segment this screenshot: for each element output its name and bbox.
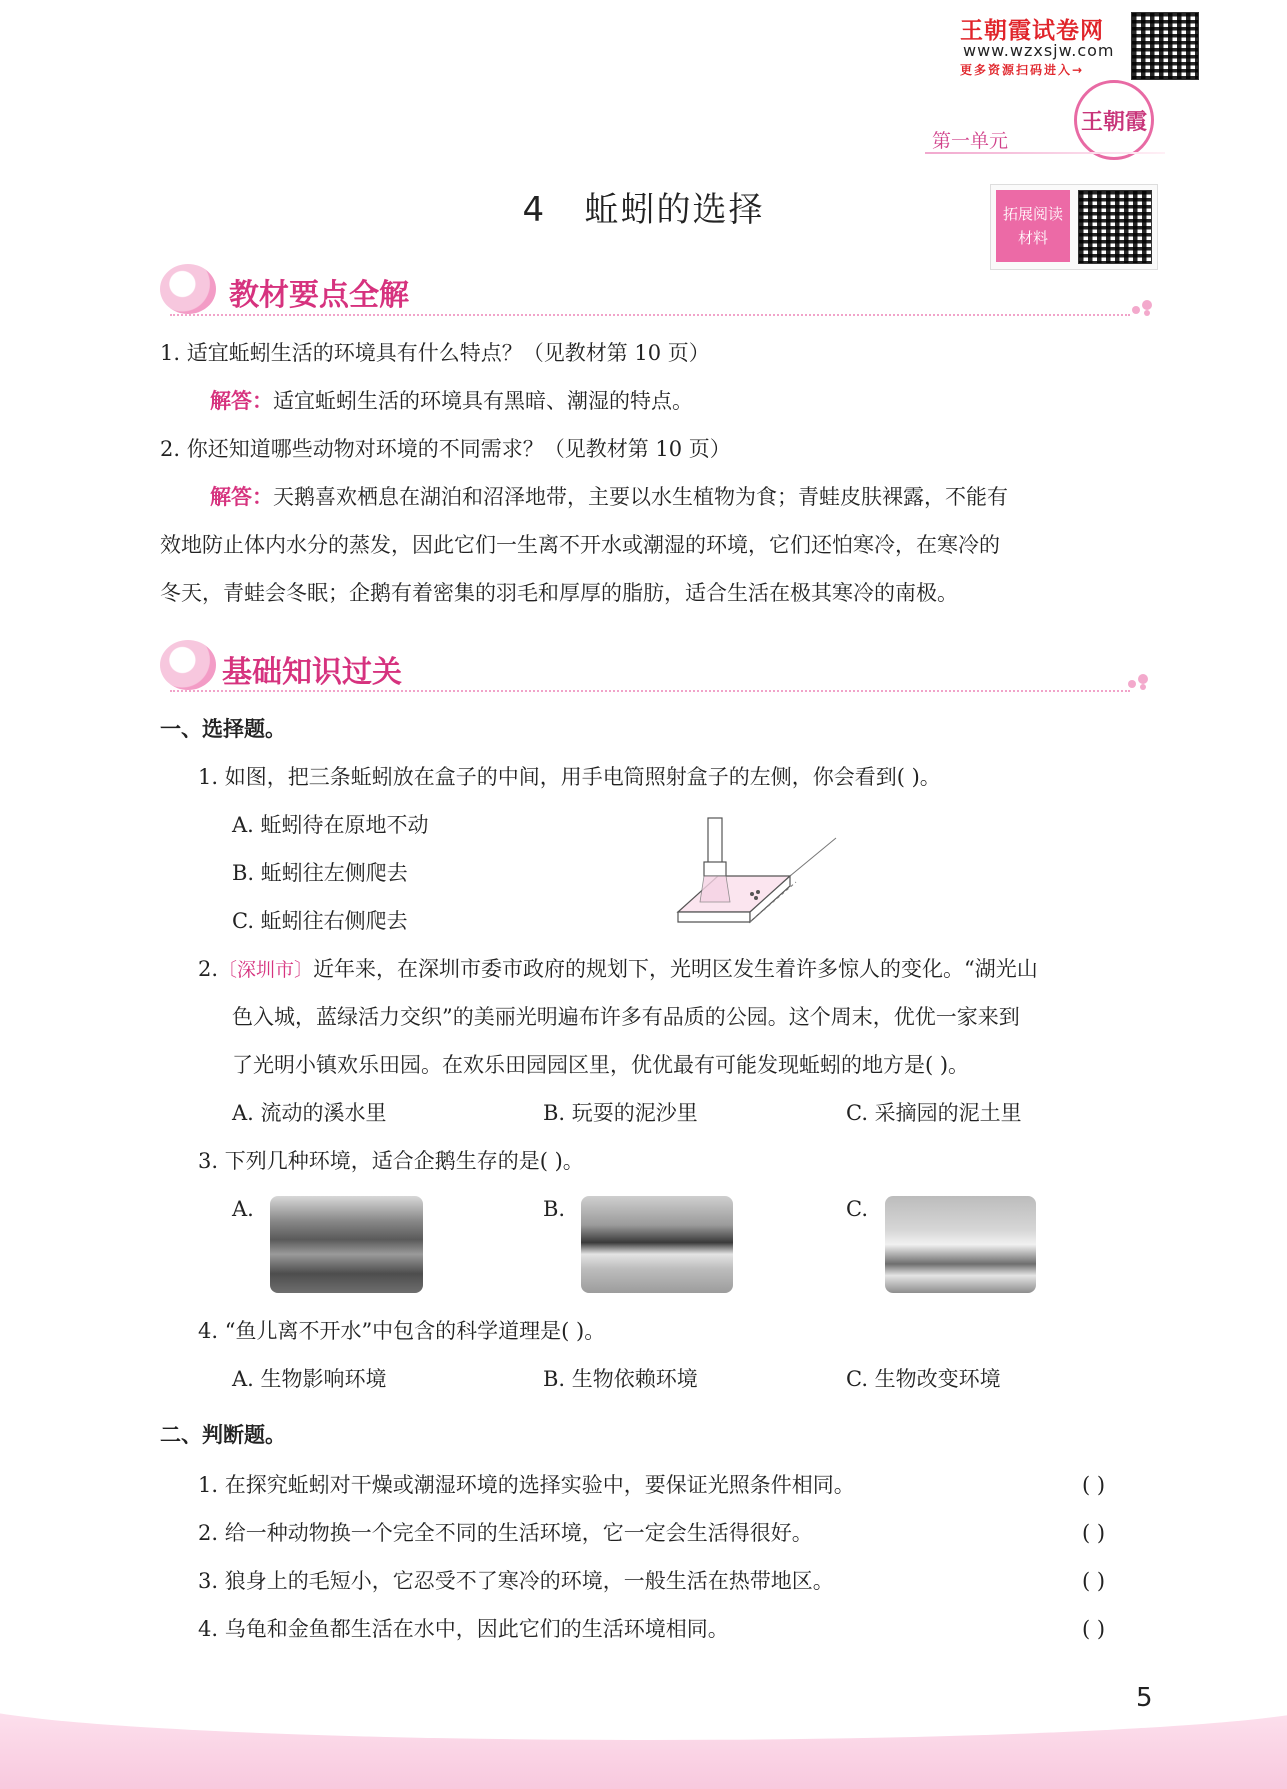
section-mascot-icon	[160, 264, 216, 314]
lesson-title: 4 蚯蚓的选择	[522, 190, 765, 230]
tf-q1: 1. 在探究蚯蚓对干燥或潮湿环境的选择实验中，要保证光照条件相同。	[198, 1473, 855, 1497]
desert-photo[interactable]	[581, 1196, 733, 1293]
mc-q2-line1	[198, 954, 1038, 985]
s1-question-1: 1. 适宜蚯蚓生活的环境具有什么特点？（见教材第 10 页）	[160, 341, 710, 365]
mc-q2-option-c[interactable]: C. 采摘园的泥土里	[846, 1101, 1022, 1125]
ext-label-line1: 拓展阅读	[1002, 205, 1063, 223]
mc-q2-option-a[interactable]: A. 流动的溪水里	[232, 1101, 387, 1125]
s1-answer-1	[210, 386, 693, 416]
answer-label: 解答：	[210, 485, 273, 509]
mc-q2-number: 2.	[198, 957, 219, 981]
page-number: 5	[1136, 1683, 1153, 1713]
mc-q3-option-a-label[interactable]: A.	[232, 1197, 254, 1221]
mc-q2-line3: 了光明小镇欢乐田园。在欢乐田园园区里，优优最有可能发现蚯蚓的地方是( )。	[232, 1053, 970, 1077]
section-mascot-icon	[160, 640, 216, 690]
mc-q1-option-b[interactable]: B. 蚯蚓往左侧爬去	[232, 861, 408, 885]
brand-name: 王朝霞试卷网	[960, 18, 1104, 44]
answer-label: 解答：	[210, 389, 273, 413]
wetland-photo[interactable]	[270, 1196, 423, 1293]
section1-divider	[170, 314, 1130, 316]
mc-q1-option-c[interactable]: C. 蚯蚓往右侧爬去	[232, 909, 408, 933]
answer-text: 适宜蚯蚓生活的环境具有黑暗、潮湿的特点。	[273, 389, 693, 413]
tf-q4: 4. 乌龟和金鱼都生活在水中，因此它们的生活环境相同。	[198, 1617, 729, 1641]
mc-q3-option-c-label[interactable]: C.	[846, 1197, 868, 1221]
seal-text: 王朝霞	[1080, 108, 1147, 135]
answer-text: 天鹅喜欢栖息在湖泊和沼泽地带，主要以水生植物为食；青蛙皮肤裸露，不能有	[273, 485, 1008, 509]
mc-q2-text: 近年来，在深圳市委市政府的规划下，光明区发生着许多惊人的变化。“湖光山	[313, 957, 1038, 981]
section2-title: 基础知识过关	[222, 655, 402, 690]
mc-q2-option-b[interactable]: B. 玩耍的泥沙里	[543, 1101, 698, 1125]
section1-dots	[1132, 300, 1156, 314]
s1-answer-2-line2: 效地防止体内水分的蒸发，因此它们一生离不开水或潮湿的环境，它们还怕寒冷，在寒冷的	[160, 533, 1000, 557]
brand-seal-logo	[1074, 80, 1154, 160]
part1-title: 一、选择题。	[160, 717, 286, 741]
iceberg-photo[interactable]	[885, 1196, 1036, 1293]
mc-q4-option-c[interactable]: C. 生物改变环境	[846, 1367, 1001, 1391]
mc-q1-option-a[interactable]: A. 蚯蚓待在原地不动	[232, 813, 429, 837]
qr-code-icon[interactable]	[1131, 12, 1199, 80]
flashlight-box-illustration	[668, 812, 840, 930]
s1-question-2: 2. 你还知道哪些动物对环境的不同需求？（见教材第 10 页）	[160, 437, 731, 461]
mc-q2-line2: 色入城，蓝绿活力交织”的美丽光明遍布许多有品质的公园。这个周末，优优一家来到	[232, 1005, 1020, 1029]
mc-q3: 3. 下列几种环境，适合企鹅生存的是( )。	[198, 1149, 584, 1173]
tf-q3: 3. 狼身上的毛短小，它忍受不了寒冷的环境，一般生活在热带地区。	[198, 1569, 834, 1593]
extended-reading-qr-icon[interactable]	[1078, 190, 1152, 264]
s1-answer-2-line3: 冬天，青蛙会冬眠；企鹅有着密集的羽毛和厚厚的脂肪，适合生活在极其寒冷的南极。	[160, 581, 958, 605]
mc-q4-option-a[interactable]: A. 生物影响环境	[232, 1367, 387, 1391]
part2-title: 二、判断题。	[160, 1423, 286, 1447]
brand-url[interactable]: www.wzxsjw.com	[963, 41, 1115, 60]
mc-q1: 1. 如图，把三条蚯蚓放在盒子的中间，用手电筒照射盒子的左侧，你会看到( )。	[198, 765, 941, 789]
region-tag: 〔深圳市〕	[218, 959, 314, 981]
ext-label-line2: 材料	[1017, 229, 1048, 247]
tf-q4-answer-box[interactable]: ( )	[1082, 1617, 1106, 1641]
tf-q1-answer-box[interactable]: ( )	[1082, 1473, 1106, 1497]
section1-title: 教材要点全解	[229, 278, 409, 313]
unit-label: 第一单元	[932, 130, 1009, 152]
tf-q2-answer-box[interactable]: ( )	[1082, 1521, 1106, 1545]
mc-q3-option-b-label[interactable]: B.	[543, 1197, 566, 1221]
brand-more-link[interactable]: 更多资源扫码进入→	[960, 63, 1085, 77]
tf-q2: 2. 给一种动物换一个完全不同的生活环境，它一定会生活得很好。	[198, 1521, 813, 1545]
s1-answer-2-line1	[210, 482, 1008, 512]
footer-curve	[0, 1660, 1287, 1740]
mc-q4: 4. “鱼儿离不开水”中包含的科学道理是( )。	[198, 1319, 606, 1343]
section2-divider	[170, 690, 1130, 692]
mc-q4-option-b[interactable]: B. 生物依赖环境	[543, 1367, 698, 1391]
extended-reading-label[interactable]	[996, 190, 1070, 262]
tf-q3-answer-box[interactable]: ( )	[1082, 1569, 1106, 1593]
section2-dots	[1128, 674, 1152, 688]
unit-divider	[925, 152, 1165, 154]
